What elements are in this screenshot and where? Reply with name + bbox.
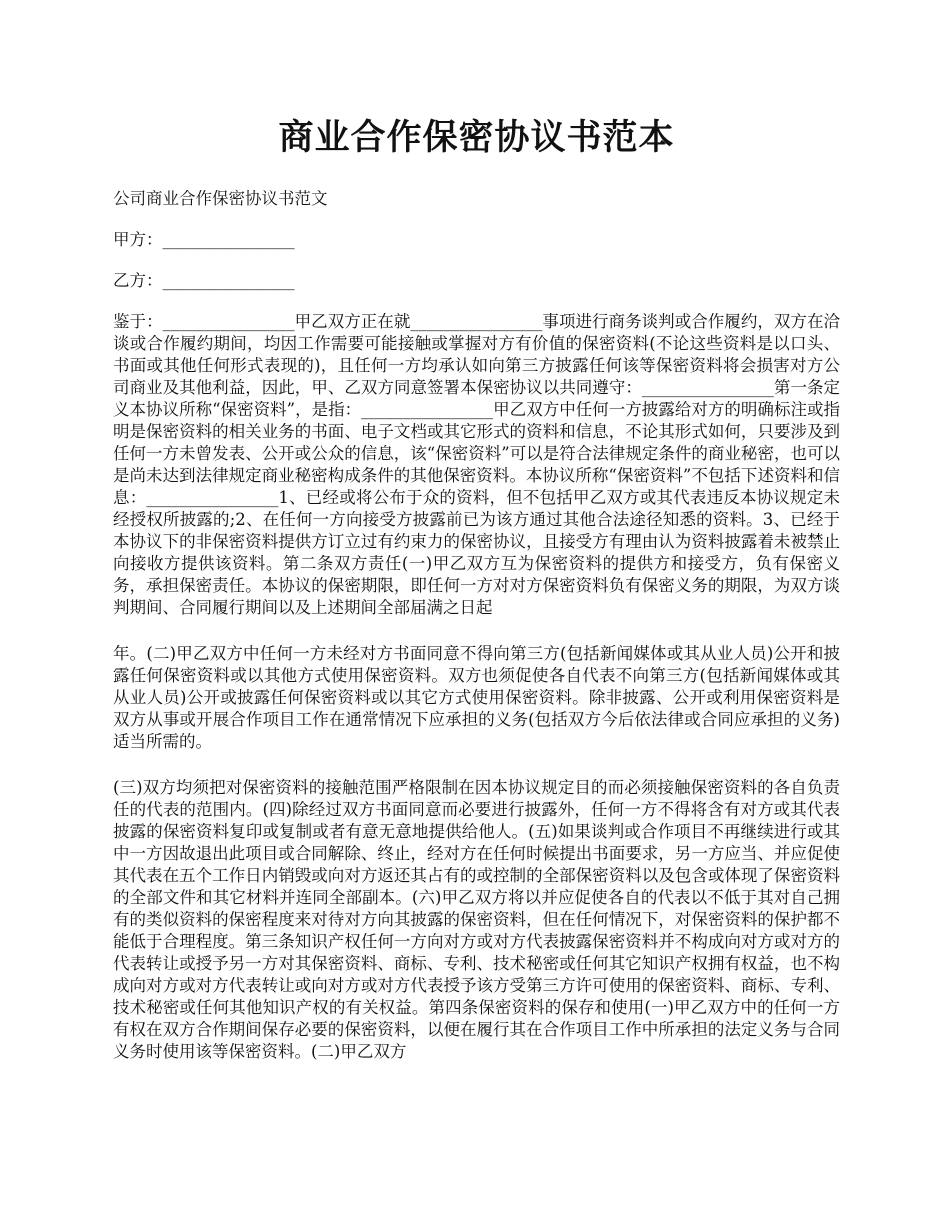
body-paragraph-2: 年。(二)甲乙双方中任何一方未经对方书面同意不得向第三方(包括新闻媒体或其从业人员)公开和披露任何保密资料或以其他方式使用保密资料。双方也须促使各自代表不向第三方(包括新闻媒体或其从业人员)公开或披露任何保密资料或以其它方式使用保密资料。除非披露、公开或利用保密资料是双方从事或开展合作项目工作在通常情况下应承担的义务(包括双方今后依法律或合同应承担的义务)适当所需的。	[113, 644, 840, 751]
body-paragraph-3: (三)双方均须把对保密资料的接触范围严格限制在因本协议规定目的而必须接触保密资料的各自负责任的代表的范围内。(四)除经过双方书面同意而必要进行披露外，任何一方不得将含有对方或其代表披露的保密资料复印或复制或者有意无意地提供给他人。(五)如果谈判或合作项目不再继续进行或其中一方因故退出此项目或合同解除、终止，经对方在任何时候提出书面要求，另一方应当、并应促使其代表在五个工作日内销毁或向对方返还其占有的或控制的全部保密资料以及包含或体现了保密资料的全部文件和其它材料并连同全部副本。(六)甲乙双方将以并应促使各自的代表以不低于其对自己拥有的类似资料的保密程度来对待对方向其披露的保密资料，但在任何情况下，对保密资料的保护都不能低于合理程度。第三条知识产权任何一方向对方或对方代表披露保密资料并不构成向对方或对方的代表转让或授予另一方对其保密资料、商标、专利、技术秘密或任何其它知识产权拥有权益，也不构成向对方或对方代表转让或向对方或对方代表授予该方受第三方许可使用的保密资料、商标、专利、技术秘密或任何其他知识产权的有关权益。第四条保密资料的保存和使用(一)甲乙双方中的任何一方有权在双方合作期间保存必要的保密资料，以便在履行其在合作项目工作中所承担的法定义务与合同义务时使用该等保密资料。(二)甲乙双方	[113, 778, 840, 1061]
document-title: 商业合作保密协议书范本	[278, 117, 675, 158]
body-paragraph-1: 鉴于：________________甲乙双方正在就________________事项进行商务谈判或合作履约，双方在洽谈或合作履约期间，均因工作需要可能接触或掌握对方有价值的保密资料(不论这些资料是以口头、书面或其他任何形式表现的)，且任何一方均承认如向第三方披露任何该等保密资料将会损害对方公司商业及其他利益，因此，甲、乙双方同意签署本保密协议以共同遵守：________________第一条定义本协议所称“保密资料”，是指：________________甲乙双方中任何一方披露给对方的明确标注或指明是保密资料的相关业务的书面、电子文档或其它形式的资料和信息，不论其形式如何，只要涉及到任何一方未曾发表、公开或公众的信息，该“保密资料”可以是符合法律规定条件的商业秘密，也可以是尚未达到法律规定商业秘密构成条件的其他保密资料。本协议所称“保密资料”不包括下述资料和信息：________________1、已经或将公布于众的资料，但不包括甲乙双方或其代表违反本协议规定未经授权所披露的;2、在任何一方向接受方披露前已为该方通过其他合法途径知悉的资料。3、已经于本协议下的非保密资料提供方订立过有约束力的保密协议，且接受方有理由认为资料披露着未被禁止向接收方提供该资料。第二条双方责任(一)甲乙双方互为保密资料的提供方和接受方，负有保密义务，承担保密责任。本协议的保密期限，即任何一方对对方保密资料负有保密义务的期限，为双方谈判期间、合同履行期间以及上述期间全部届满之日起	[113, 312, 840, 617]
document-subtitle: 公司商业合作保密协议书范文	[113, 189, 328, 208]
party-a-line: 甲方：________________	[113, 230, 295, 249]
party-b-line: 乙方：________________	[113, 271, 295, 290]
document-page	[113, 108, 840, 1063]
